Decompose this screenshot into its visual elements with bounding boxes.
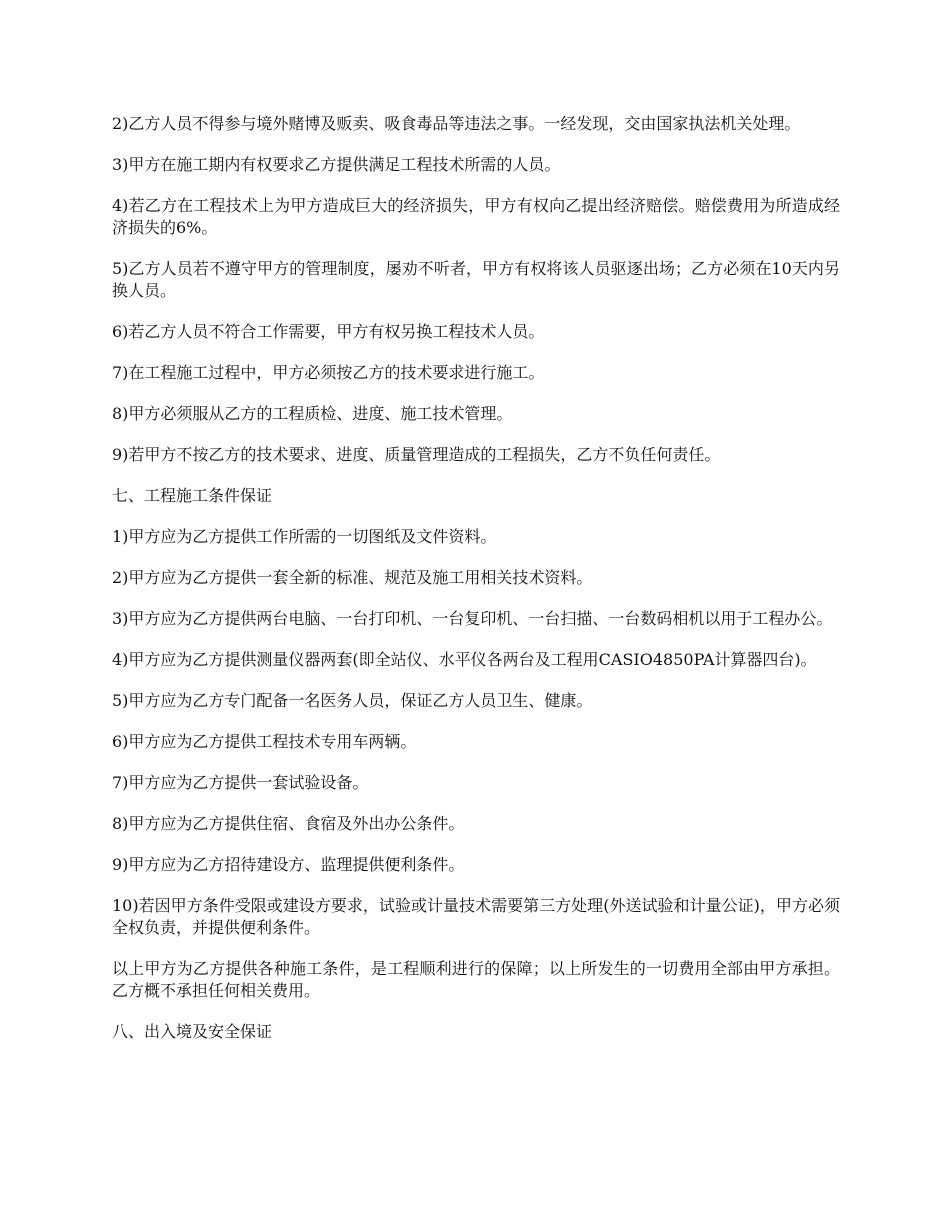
clause-paragraph: 9)甲方应为乙方招待建设方、监理提供便利条件。 <box>112 855 465 874</box>
document-page <box>112 113 840 1062</box>
clause-paragraph: 8)甲方必须服从乙方的工程质检、进度、施工技术管理。 <box>112 404 513 423</box>
clause-paragraph: 4)甲方应为乙方提供测量仪器两套(即全站仪、水平仪各两台及工程用CASIO4850PA计算器四台)。 <box>112 650 817 669</box>
clause-paragraph: 7)在工程施工过程中，甲方必须按乙方的技术要求进行施工。 <box>112 363 545 382</box>
clause-paragraph: 6)若乙方人员不符合工作需要，甲方有权另换工程技术人员。 <box>112 322 545 341</box>
clause-paragraph: 2)乙方人员不得参与境外赌博及贩卖、吸食毒品等违法之事。一经发现，交由国家执法机关处理。 <box>112 114 801 133</box>
clause-paragraph: 1)甲方应为乙方提供工作所需的一切图纸及文件资料。 <box>112 527 497 546</box>
section-heading: 八、出入境及安全保证 <box>112 1022 273 1041</box>
clause-paragraph: 3)甲方应为乙方提供两台电脑、一台打印机、一台复印机、一台扫描、一台数码相机以用于工程办公。 <box>112 609 833 628</box>
summary-paragraph: 以上甲方为乙方提供各种施工条件，是工程顺利进行的保障；以上所发生的一切费用全部由甲方承担。乙方概不承担任何相关费用。 <box>112 959 840 1000</box>
clause-paragraph: 5)乙方人员若不遵守甲方的管理制度，屡劝不听者，甲方有权将该人员驱逐出场；乙方必须在10天内另换人员。 <box>112 259 840 300</box>
clause-paragraph: 7)甲方应为乙方提供一套试验设备。 <box>112 773 369 792</box>
clause-paragraph: 10)若因甲方条件受限或建设方要求，试验或计量技术需要第三方处理(外送试验和计量公证)，甲方必须全权负责，并提供便利条件。 <box>112 896 840 937</box>
clause-paragraph: 4)若乙方在工程技术上为甲方造成巨大的经济损失，甲方有权向乙提出经济赔偿。赔偿费用为所造成经济损失的6%。 <box>112 196 840 237</box>
clause-paragraph: 3)甲方在施工期内有权要求乙方提供满足工程技术所需的人员。 <box>112 155 561 174</box>
clause-paragraph: 2)甲方应为乙方提供一套全新的标准、规范及施工用相关技术资料。 <box>112 568 593 587</box>
section-heading: 七、工程施工条件保证 <box>112 486 273 505</box>
clause-paragraph: 5)甲方应为乙方专门配备一名医务人员，保证乙方人员卫生、健康。 <box>112 691 593 710</box>
clause-paragraph: 9)若甲方不按乙方的技术要求、进度、质量管理造成的工程损失，乙方不负任何责任。 <box>112 445 721 464</box>
clause-paragraph: 8)甲方应为乙方提供住宿、食宿及外出办公条件。 <box>112 814 465 833</box>
clause-paragraph: 6)甲方应为乙方提供工程技术专用车两辆。 <box>112 732 417 751</box>
